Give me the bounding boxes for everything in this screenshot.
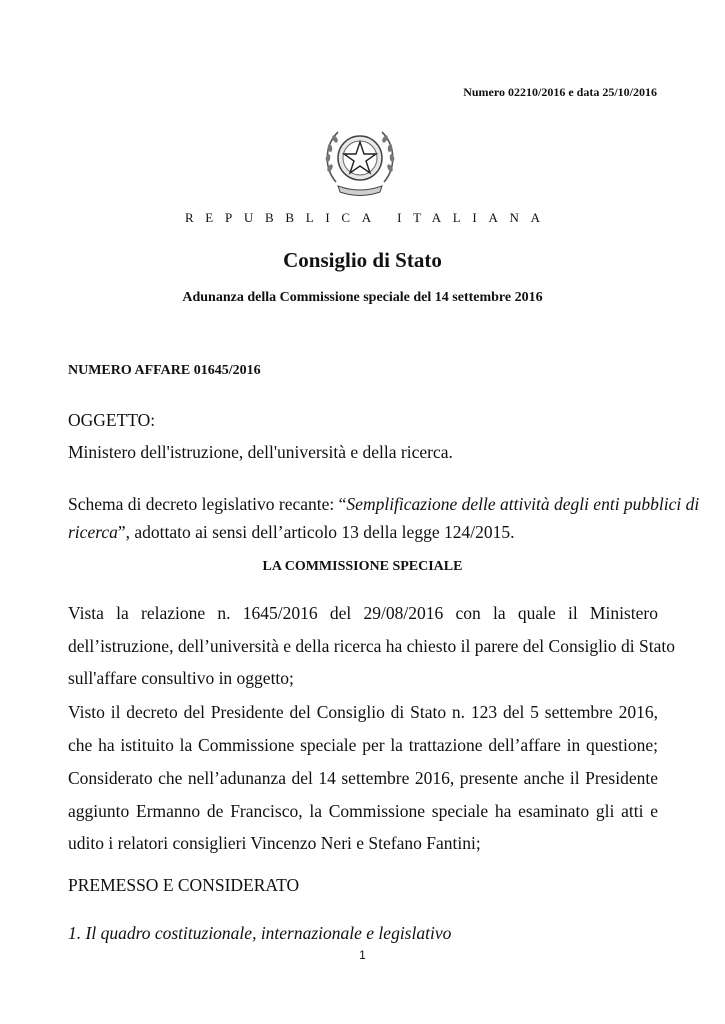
- schema-suffix: ”, adottato ai sensi dell’articolo 13 della legge 124/2015.: [117, 522, 515, 542]
- schema-title-part1: Semplificazione delle attività degli enti pubblici di: [346, 494, 700, 514]
- premesso-heading: PREMESSO E CONSIDERATO: [68, 875, 300, 895]
- body-line: udito i relatori consiglieri Vincenzo Neri e Stefano Fantini;: [68, 833, 481, 853]
- council-title: Consiglio di Stato: [283, 248, 442, 272]
- schema-title-part2: ricerca: [68, 522, 118, 542]
- body-line: Visto il decreto del Presidente del Consiglio di Stato n. 123 del 5 settembre 2016,: [68, 702, 658, 722]
- oggetto-ministry: Ministero dell'istruzione, dell'università e della ricerca.: [68, 442, 453, 462]
- oggetto-schema-line1: [68, 494, 700, 514]
- body-line: aggiunto Ermanno de Francisco, la Commissione speciale ha esaminato gli atti e: [68, 801, 658, 821]
- body-line: sull'affare consultivo in oggetto;: [68, 668, 294, 688]
- commission-heading: LA COMMISSIONE SPECIALE: [262, 559, 463, 574]
- body-line: che ha istituito la Commissione speciale per la trattazione dell’affare in questione;: [68, 735, 658, 755]
- oggetto-label: OGGETTO:: [68, 410, 156, 430]
- body-line: Vista la relazione n. 1645/2016 del 29/08/2016 con la quale il Ministero: [68, 603, 658, 623]
- document-reference-number: Numero 02210/2016 e data 25/10/2016: [463, 85, 657, 99]
- affare-number: NUMERO AFFARE 01645/2016: [68, 363, 261, 378]
- emblem-of-italy-icon: [318, 118, 402, 202]
- page-number: 1: [359, 948, 366, 962]
- oggetto-schema-line2: [68, 516, 658, 549]
- section-1-title: 1. Il quadro costituzionale, internazionale e legislativo: [68, 923, 452, 943]
- section-heading: [68, 917, 658, 950]
- body-line: dell’istruzione, dell’università e della ricerca ha chiesto il parere del Consiglio di Stato: [68, 636, 675, 656]
- body-line: Considerato che nell’adunanza del 14 settembre 2016, presente anche il Presidente: [68, 768, 658, 788]
- schema-prefix: Schema di decreto legislativo recante: “: [68, 494, 347, 514]
- republic-heading: REPUBBLICA ITALIANA: [184, 210, 552, 225]
- session-subtitle: Adunanza della Commissione speciale del 14 settembre 2016: [182, 290, 543, 305]
